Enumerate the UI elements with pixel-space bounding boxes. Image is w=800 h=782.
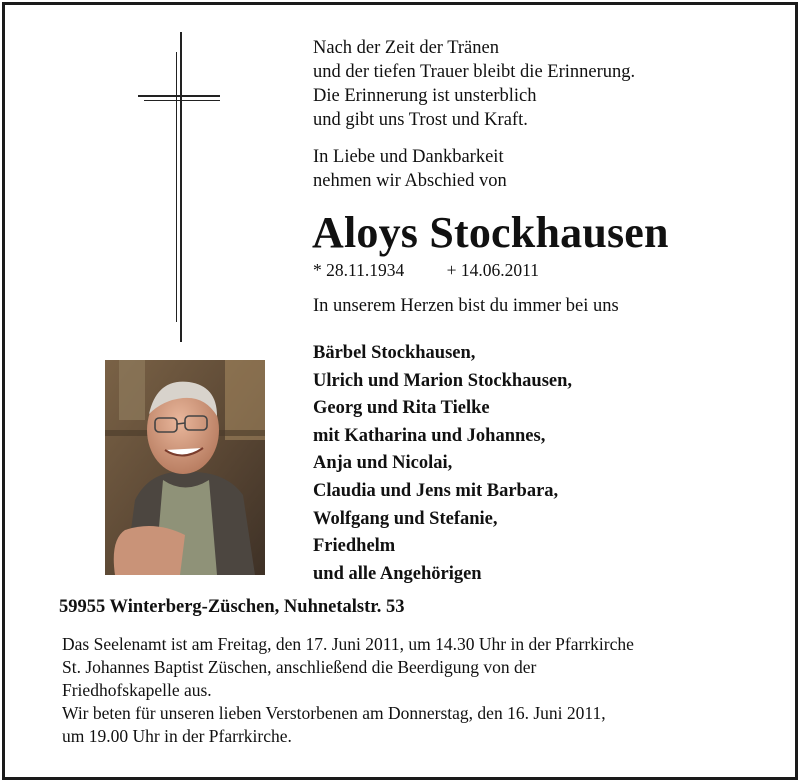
notice-line: Wir beten für unseren lieben Verstorbenen am Donnerstag, den 16. Juni 2011, (62, 703, 606, 723)
poem-line: und der tiefen Trauer bleibt die Erinnerung. (313, 62, 636, 82)
mourner-line: Friedhelm (313, 536, 396, 557)
birth-date: * 28.11.1934 (313, 260, 405, 280)
farewell-line: nehmen wir Abschied von (313, 171, 507, 191)
cross-vertical-bar (180, 32, 182, 342)
farewell-line: In Liebe und Dankbarkeit (313, 147, 504, 167)
mourner-line: Georg und Rita Tielke (313, 398, 490, 419)
mourner-line: und alle Angehörigen (313, 563, 482, 584)
mourner-line: Wolfgang und Stefanie, (313, 508, 498, 529)
poem (313, 36, 635, 132)
death-date: + 14.06.2011 (446, 260, 539, 280)
deceased-name: Aloys Stockhausen (312, 208, 669, 257)
mourner-line: mit Katharina und Johannes, (313, 425, 546, 446)
portrait-photo (105, 360, 265, 575)
notice-line: St. Johannes Baptist Züschen, anschließend die Beerdigung von der (62, 657, 537, 677)
poem-line: und gibt uns Trost und Kraft. (313, 110, 528, 130)
mourners-list (313, 340, 572, 588)
mourner-line: Anja und Nicolai, (313, 453, 453, 474)
notice-line: Das Seelenamt ist am Freitag, den 17. Juni 2011, um 14.30 Uhr in der Pfarrkirche (62, 634, 634, 654)
poem-line: Die Erinnerung ist unsterblich (313, 86, 537, 106)
family-address: 59955 Winterberg-Züschen, Nuhnetalstr. 53 (59, 597, 405, 617)
cross-horizontal-bar (138, 95, 220, 97)
notice-line: Friedhofskapelle aus. (62, 680, 212, 700)
farewell-text (313, 145, 507, 193)
portrait-illustration (105, 360, 265, 575)
mourner-line: Ulrich und Marion Stockhausen, (313, 370, 573, 391)
heart-line: In unserem Herzen bist du immer bei uns (313, 296, 619, 316)
cross-vertical-bar-inner (176, 52, 177, 322)
life-dates (313, 259, 539, 281)
funeral-notice (62, 633, 634, 748)
mourner-line: Claudia und Jens mit Barbara, (313, 480, 559, 501)
cross-horizontal-bar-inner (144, 100, 220, 101)
poem-line: Nach der Zeit der Tränen (313, 38, 499, 58)
mourner-line: Bärbel Stockhausen, (313, 343, 476, 363)
notice-line: um 19.00 Uhr in der Pfarrkirche. (62, 726, 292, 746)
